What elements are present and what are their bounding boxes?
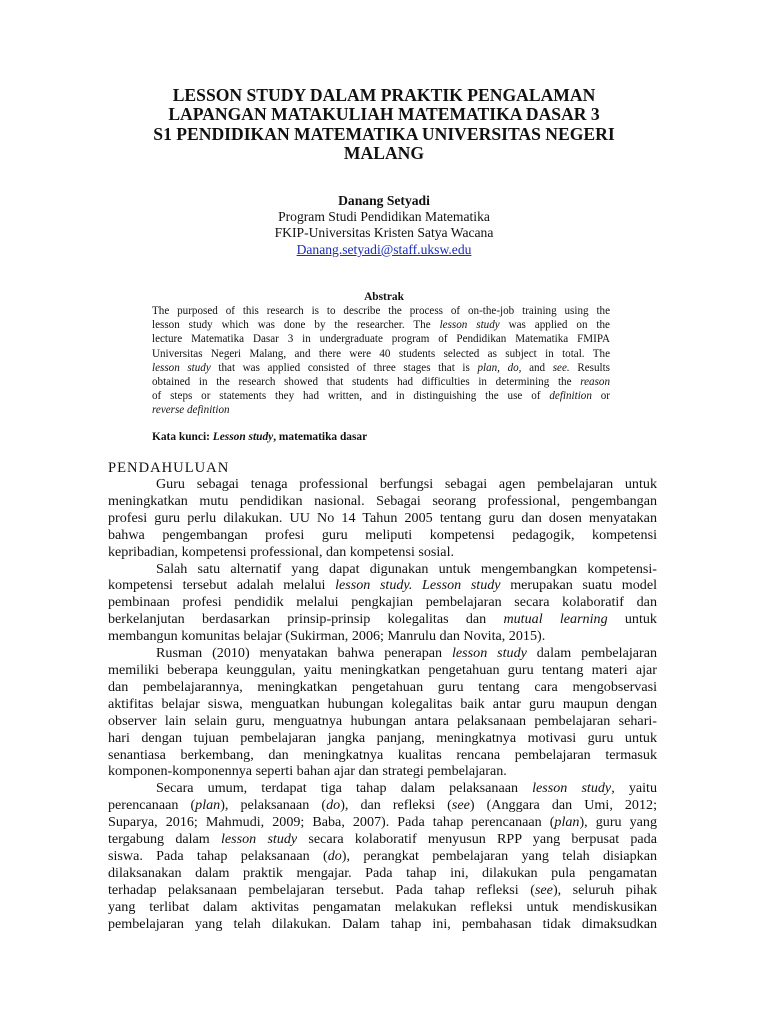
text-segment: siswa. Pada tahap pelaksanaan ( — [108, 847, 328, 864]
text-segment: , yaitu — [611, 780, 658, 797]
text-segment: Results — [569, 361, 610, 374]
text-segment: merupakan suatu model — [500, 577, 657, 594]
keywords-label: Kata kunci: — [152, 431, 213, 443]
text-segment: secara kolaboratif menyusun RPP yang berpusat pada — [297, 831, 657, 848]
keywords — [152, 430, 610, 444]
text-line — [108, 662, 657, 679]
italic-term: definition — [549, 390, 592, 403]
text-segment: ), perangkat pembelajaran yang telah disiapkan — [341, 847, 657, 864]
text-line — [108, 730, 657, 747]
text-segment: tergabung dalam — [108, 831, 221, 848]
text-line — [108, 763, 657, 780]
text-segment: Suparya, 2016; Mahmudi, 2009; Baba, 2007). Pada tahap perencanaan ( — [108, 814, 555, 831]
italic-term: lesson study — [452, 645, 527, 662]
author-institution: FKIP-Universitas Kristen Satya Wacana — [274, 225, 494, 241]
text-segment: pembinaan profesi pendidik melalui pengkajian pembelajaran secara kolaboratif dan — [108, 594, 657, 611]
text-segment: ), guru yang — [579, 814, 657, 831]
text-line — [108, 899, 657, 916]
text-segment: that was applied consisted of three stages that is — [210, 361, 478, 374]
text-line — [108, 561, 657, 578]
text-line — [108, 527, 657, 544]
text-segment: perencanaan ( — [108, 797, 196, 814]
text-line — [108, 848, 657, 865]
italic-term: mutual learning — [503, 611, 608, 628]
text-segment: memiliki beberapa keunggulan, yaitu meningkatkan pengetahuan guru tentang materi ajar — [108, 661, 657, 678]
text-segment: senantiasa berkembang, dan meningkatnya kualitas rencana pembelajaran termasuk — [108, 746, 657, 763]
text-line — [108, 814, 657, 831]
text-segment: and — [521, 361, 553, 374]
author-department: Program Studi Pendidikan Matematika — [278, 209, 490, 225]
italic-term: plan, do, — [477, 361, 522, 374]
text-line — [108, 696, 657, 713]
author-block — [150, 193, 618, 258]
author-email-link[interactable]: Danang.setyadi@staff.uksw.edu — [296, 241, 472, 257]
text-segment: or — [591, 390, 610, 403]
abstract-heading: Abstrak — [364, 291, 404, 303]
text-segment: Salah satu alternatif yang dapat digunakan untuk mengembangkan kompetensi- — [156, 560, 657, 577]
text-segment: ) (Anggara dan Umi, 2012; — [469, 797, 657, 814]
italic-term: reverse definition — [152, 404, 230, 417]
paper-title — [100, 86, 668, 164]
text-segment: meningkatkan mutu pendidikan nasional. Sebagai seorang professional, pengembangan — [108, 492, 657, 509]
text-segment: ), seluruh pihak — [552, 881, 657, 898]
text-segment: lesson study which was done by the researcher. The — [152, 319, 440, 332]
text-line — [152, 332, 610, 346]
text-line — [108, 577, 657, 594]
italic-term: lesson study — [152, 361, 211, 374]
text-segment: The purposed of this research is to describe the process of on-the-job training using the — [152, 305, 610, 317]
text-segment: ), dan refleksi ( — [340, 797, 452, 814]
italic-term: reason — [580, 376, 610, 389]
text-segment: profesi guru perlu dilakukan. UU No 14 Tahun 2005 tentang guru dan dosen menyatakan — [108, 509, 657, 526]
text-segment: Secara umum, terdapat tiga tahap dalam pelaksanaan — [156, 780, 533, 797]
text-line — [108, 493, 657, 510]
text-segment: observer lain selain guru, menguatnya hubungan antara pelaksanaan pembelajaran sehari- — [108, 712, 657, 729]
text-line — [108, 611, 657, 628]
text-line — [108, 645, 657, 662]
text-line — [108, 780, 657, 797]
text-line — [152, 361, 610, 375]
italic-term: lesson study — [220, 831, 298, 848]
text-segment: komponen-komponennya seperti bahan ajar dan strategi pembelajaran. — [108, 763, 507, 780]
text-segment: Rusman (2010) menyatakan bahwa penerapan — [156, 645, 452, 662]
title-line: S1 PENDIDIKAN MATEMATIKA UNIVERSITAS NEGERI — [153, 123, 615, 144]
italic-term: see — [451, 797, 470, 814]
italic-term: see — [534, 881, 553, 898]
title-line: LAPANGAN MATAKULIAH MATEMATIKA DASAR 3 — [168, 104, 600, 125]
text-line — [108, 476, 657, 493]
text-segment: berkelanjutan berdasarkan prinsip-prinsip kolegalitas dan — [108, 611, 504, 628]
text-segment: pembelajaran yang telah dilakukan. Dalam tahap ini, pembahasan tidak dimaksudkan — [108, 915, 657, 932]
text-segment: untuk — [607, 611, 657, 628]
text-segment: hari dengan tujuan pembelajaran jangka panjang, meningkatnya motivasi guru untuk — [108, 729, 657, 746]
text-line — [152, 375, 610, 389]
text-segment: yang terlibat dalam aktivitas pengamatan melakukan refleksi untuk mendiskusikan — [108, 898, 657, 915]
text-segment: ), pelaksanaan ( — [220, 797, 327, 814]
italic-term: plan — [195, 797, 221, 814]
italic-term: see. — [552, 361, 570, 374]
body-text — [108, 476, 657, 932]
text-segment: Universitas Negeri Malang, and there were 40 students selected as subject in total. The — [152, 347, 610, 360]
italic-term: lesson study. Lesson study — [335, 577, 501, 594]
text-segment: dilaksanakan dalam praktik mengajar. Pada tahap ini, dilakukan pula pengamatan — [108, 864, 657, 881]
text-segment: lecture Matematika Dasar 3 in undergraduate program of Pendidikan Matematika FMIPA — [152, 333, 610, 346]
title-line: MALANG — [343, 143, 425, 164]
italic-term: lesson study — [532, 780, 612, 797]
italic-term: do — [327, 847, 342, 864]
text-line — [152, 403, 610, 417]
text-segment: dan pembelajarannya, meningkatkan pengetahuan guru tentang cara mengobservasi — [108, 678, 657, 695]
text-line — [108, 865, 657, 882]
italic-term: plan — [554, 814, 580, 831]
keyword-term: Lesson study — [212, 431, 274, 443]
title-line: LESSON STUDY DALAM PRAKTIK PENGALAMAN — [172, 85, 596, 105]
text-line — [108, 747, 657, 764]
text-segment: Guru sebagai tenaga professional berfungsi sebagai agen pembelajaran untuk — [156, 476, 657, 492]
text-segment: membangun komunitas belajar (Sukirman, 2006; Manrulu dan Novita, 2015). — [108, 628, 546, 645]
text-line — [108, 544, 657, 561]
text-line — [108, 679, 657, 696]
abstract-body — [152, 304, 610, 418]
text-segment: of steps or statements they had written, and in distinguishing the use of — [152, 390, 550, 403]
text-line — [108, 831, 657, 848]
text-line — [108, 628, 657, 645]
text-line — [152, 347, 610, 361]
text-line — [108, 713, 657, 730]
italic-term: lesson study — [439, 319, 500, 332]
text-segment: kompetensi tersebut adalah melalui — [108, 577, 336, 594]
italic-term: do — [326, 797, 341, 814]
text-segment: kepribadian, kompetensi professional, dan kompetensi sosial. — [108, 543, 455, 560]
text-segment: was applied on the — [499, 319, 610, 332]
text-segment: obtained in the research showed that students had difficulties in determining the — [152, 376, 581, 389]
text-segment: dalam pembelajaran — [526, 645, 657, 662]
text-line — [152, 304, 610, 318]
text-segment: bahwa pengembangan profesi guru meliputi kompetensi pedagogik, kompetensi — [108, 526, 657, 543]
section-heading: PENDAHULUAN — [108, 460, 230, 476]
text-segment: aktifitas belajar siswa, menguatkan hubungan kolegalitas baik antar guru maupun dengan — [108, 695, 657, 712]
text-line — [108, 510, 657, 527]
text-line — [108, 882, 657, 899]
text-line — [152, 389, 610, 403]
text-segment: terhadap pelaksanaan pembelajaran tersebut. Pada tahap refleksi ( — [108, 881, 535, 898]
keyword-term: , matematika dasar — [273, 431, 368, 443]
text-line — [108, 594, 657, 611]
author-name: Danang Setyadi — [338, 193, 430, 208]
text-line — [152, 318, 610, 332]
text-line — [108, 916, 657, 933]
text-line — [108, 797, 657, 814]
